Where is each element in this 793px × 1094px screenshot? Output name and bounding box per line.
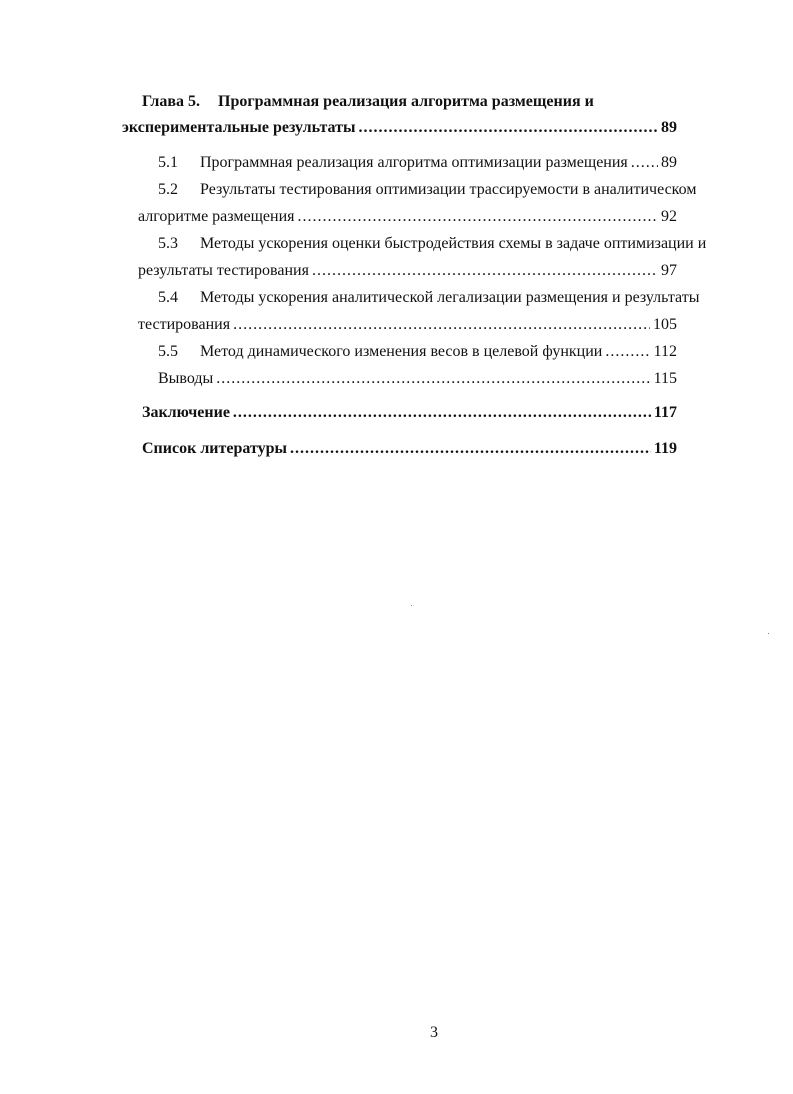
toc-entry-5-5 bbox=[158, 342, 677, 362]
leader-dots bbox=[631, 153, 658, 173]
references-label: Список литературы bbox=[142, 440, 287, 457]
leader-dots bbox=[290, 439, 651, 459]
leader-dots bbox=[216, 369, 650, 389]
scan-speck bbox=[768, 633, 769, 634]
section-number: 5.1 bbox=[158, 154, 178, 171]
leader-dots bbox=[298, 207, 659, 227]
scan-speck bbox=[411, 605, 412, 606]
chapter-title-line1: Программная реализация алгоритма размещения и bbox=[218, 93, 594, 110]
section-number: 5.2 bbox=[158, 181, 178, 198]
section-number: 5.5 bbox=[158, 343, 178, 360]
chapter-heading-line1 bbox=[142, 92, 594, 112]
toc-entry-5-4-line2 bbox=[138, 315, 677, 335]
section-page: 92 bbox=[661, 208, 677, 225]
leader-dots bbox=[605, 342, 650, 362]
section-title: Метод динамического изменения весов в целевой функции bbox=[200, 343, 603, 360]
section-page: 89 bbox=[661, 154, 677, 171]
section-title: Программная реализация алгоритма оптимизации размещения bbox=[200, 154, 628, 171]
toc-entry-5-3-line1 bbox=[158, 234, 706, 254]
leader-dots bbox=[358, 118, 658, 138]
toc-entry-5-2-line1 bbox=[158, 180, 696, 200]
section-title-cont: тестирования bbox=[138, 316, 231, 333]
chapter-heading-line2 bbox=[122, 118, 677, 138]
chapter-title-line2: экспериментальные результаты bbox=[122, 119, 356, 136]
section-page: 97 bbox=[661, 262, 677, 279]
section-page: 105 bbox=[653, 316, 677, 333]
section-title-cont: результаты тестирования bbox=[138, 262, 309, 279]
toc-entry-conclusions bbox=[158, 369, 677, 389]
toc-entry-references bbox=[142, 439, 677, 459]
leader-dots bbox=[312, 261, 658, 281]
section-title: Методы ускорения оценки быстродействия схемы в задаче оптимизации и bbox=[200, 235, 707, 252]
leader-dots bbox=[233, 315, 650, 335]
section-title: Методы ускорения аналитической легализации размещения и результаты bbox=[200, 289, 700, 306]
page-number: 3 bbox=[430, 1024, 438, 1041]
chapter-page: 89 bbox=[661, 119, 677, 136]
chapter-label: Глава 5. bbox=[142, 93, 200, 110]
section-title: Результаты тестирования оптимизации трассируемости в аналитическом bbox=[200, 181, 697, 198]
toc-entry-5-1 bbox=[158, 153, 677, 173]
toc-entry-5-4-line1 bbox=[158, 288, 699, 308]
references-page: 119 bbox=[653, 440, 677, 457]
conclusions-page: 115 bbox=[653, 370, 677, 387]
summary-label: Заключение bbox=[142, 404, 230, 421]
conclusions-label: Выводы bbox=[158, 370, 214, 387]
section-number: 5.4 bbox=[158, 289, 178, 306]
section-title-cont: алгоритме размещения bbox=[138, 208, 295, 225]
toc-entry-summary bbox=[142, 403, 677, 423]
section-page: 112 bbox=[653, 343, 677, 360]
toc-entry-5-2-line2 bbox=[138, 207, 677, 227]
section-number: 5.3 bbox=[158, 235, 178, 252]
summary-page: 117 bbox=[653, 404, 677, 421]
leader-dots bbox=[233, 403, 651, 423]
toc-entry-5-3-line2 bbox=[138, 261, 677, 281]
